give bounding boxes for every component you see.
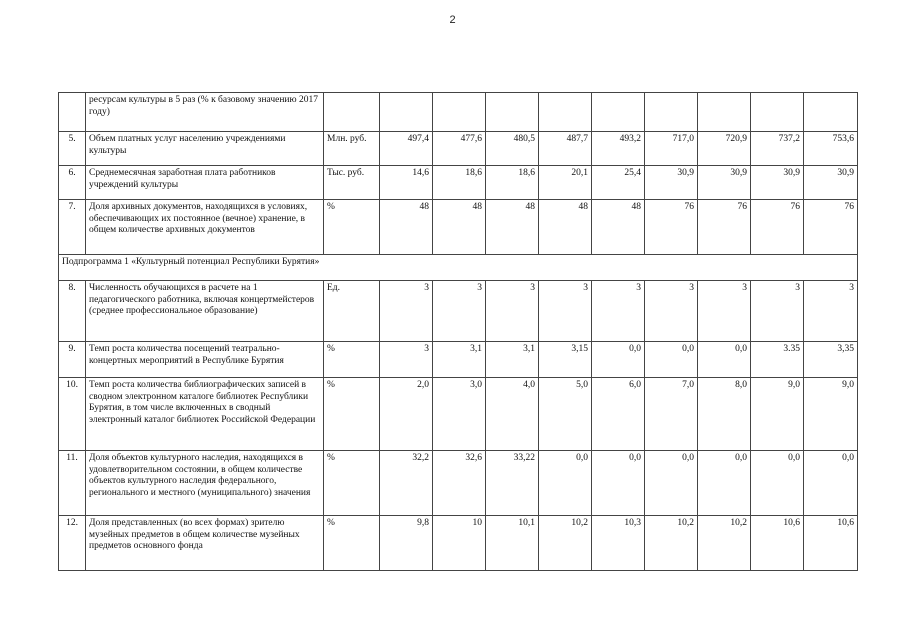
value-cell: 3 [751, 281, 804, 342]
value-cell: 9,0 [751, 378, 804, 451]
unit-cell: Тыс. руб. [324, 166, 380, 200]
value-cell: 30,9 [804, 166, 858, 200]
value-cell: 48 [380, 200, 433, 255]
value-cell: 3.35 [751, 342, 804, 378]
value-cell: 18,6 [486, 166, 539, 200]
table-row [59, 93, 858, 132]
value-cell: 3,1 [486, 342, 539, 378]
indicator-name: Объем платных услуг населению учреждениями культуры [86, 132, 324, 166]
value-cell: 3 [698, 281, 751, 342]
table-row [59, 516, 858, 571]
value-cell: 20,1 [539, 166, 592, 200]
value-cell: 9,8 [380, 516, 433, 571]
subprogram-title: Подпрограмма 1 «Культурный потенциал Республики Бурятия» [59, 255, 858, 281]
value-cell: 3 [804, 281, 858, 342]
value-cell: 10,2 [698, 516, 751, 571]
row-number: 12. [59, 516, 86, 571]
table-row [59, 166, 858, 200]
table-row [59, 378, 858, 451]
value-cell: 0,0 [698, 451, 751, 516]
value-cell: 48 [486, 200, 539, 255]
unit-cell: % [324, 516, 380, 571]
value-cell: 2,0 [380, 378, 433, 451]
value-cell: 10 [433, 516, 486, 571]
table-row [59, 200, 858, 255]
row-number: 5. [59, 132, 86, 166]
indicator-name: Численность обучающихся в расчете на 1 педагогического работника, включая концертмейстеров (среднее профессиональное образование) [86, 281, 324, 342]
value-cell: 3 [433, 281, 486, 342]
value-cell: 0,0 [592, 451, 645, 516]
value-cell: 0,0 [645, 451, 698, 516]
value-cell: 9,0 [804, 378, 858, 451]
value-cell: 10,3 [592, 516, 645, 571]
table-row [59, 132, 858, 166]
value-cell: 480,5 [486, 132, 539, 166]
value-cell: 3 [380, 342, 433, 378]
value-cell: 14,6 [380, 166, 433, 200]
value-cell: 477,6 [433, 132, 486, 166]
unit-cell [324, 93, 380, 132]
value-cell: 7,0 [645, 378, 698, 451]
value-cell: 487,7 [539, 132, 592, 166]
value-cell: 3,1 [433, 342, 486, 378]
value-cell: 0,0 [804, 451, 858, 516]
value-cell: 497,4 [380, 132, 433, 166]
indicator-name: Среднемесячная заработная плата работников учреждений культуры [86, 166, 324, 200]
table-row [59, 451, 858, 516]
value-cell: 25,4 [592, 166, 645, 200]
value-cell: 3,0 [433, 378, 486, 451]
indicator-name: Темп роста количества посещений театрально-концертных мероприятий в Республике Бурятия [86, 342, 324, 378]
value-cell [645, 93, 698, 132]
row-number: 8. [59, 281, 86, 342]
value-cell: 0,0 [751, 451, 804, 516]
value-cell: 30,9 [751, 166, 804, 200]
value-cell: 717,0 [645, 132, 698, 166]
value-cell: 48 [433, 200, 486, 255]
value-cell: 10,6 [804, 516, 858, 571]
row-number: 7. [59, 200, 86, 255]
value-cell: 18,6 [433, 166, 486, 200]
table-row [59, 281, 858, 342]
unit-cell: Млн. руб. [324, 132, 380, 166]
row-number: 9. [59, 342, 86, 378]
indicator-name: Доля объектов культурного наследия, находящихся в удовлетворительном состоянии, в общем количестве объектов культурного наследия федерального, регионального и местного (муниципального) значения [86, 451, 324, 516]
value-cell: 0,0 [698, 342, 751, 378]
unit-cell: Ед. [324, 281, 380, 342]
value-cell: 32,6 [433, 451, 486, 516]
value-cell: 3 [380, 281, 433, 342]
value-cell: 0,0 [592, 342, 645, 378]
value-cell: 3 [486, 281, 539, 342]
indicator-name: Доля архивных документов, находящихся в условиях, обеспечивающих их постоянное (вечное) хранение, в общем количестве архивных документов [86, 200, 324, 255]
value-cell: 5,0 [539, 378, 592, 451]
value-cell: 3,15 [539, 342, 592, 378]
value-cell: 30,9 [698, 166, 751, 200]
value-cell: 737,2 [751, 132, 804, 166]
row-number: 6. [59, 166, 86, 200]
value-cell: 48 [539, 200, 592, 255]
value-cell [486, 93, 539, 132]
value-cell: 493,2 [592, 132, 645, 166]
value-cell [698, 93, 751, 132]
value-cell: 76 [804, 200, 858, 255]
value-cell [592, 93, 645, 132]
value-cell: 10,2 [539, 516, 592, 571]
value-cell [380, 93, 433, 132]
subprogram-header-row [59, 255, 858, 281]
value-cell: 0,0 [539, 451, 592, 516]
value-cell: 30,9 [645, 166, 698, 200]
unit-cell: % [324, 342, 380, 378]
indicator-name: ресурсам культуры в 5 раз (% к базовому значению 2017 году) [86, 93, 324, 132]
value-cell: 6,0 [592, 378, 645, 451]
indicators-table [58, 92, 858, 571]
value-cell: 10,6 [751, 516, 804, 571]
value-cell [539, 93, 592, 132]
page-number: 2 [449, 14, 456, 26]
table-row [59, 342, 858, 378]
value-cell: 8,0 [698, 378, 751, 451]
value-cell: 76 [645, 200, 698, 255]
row-number: 10. [59, 378, 86, 451]
indicator-name: Темп роста количества библиографических записей в сводном электронном каталоге библиотек Республики Бурятия, в том числе включенных в сводный электронный каталог библиотек Российской Федерации [86, 378, 324, 451]
table-body [59, 93, 858, 571]
value-cell: 3 [645, 281, 698, 342]
unit-cell: % [324, 378, 380, 451]
value-cell: 48 [592, 200, 645, 255]
value-cell: 4,0 [486, 378, 539, 451]
value-cell: 720,9 [698, 132, 751, 166]
value-cell: 76 [751, 200, 804, 255]
row-number: 11. [59, 451, 86, 516]
unit-cell: % [324, 451, 380, 516]
indicator-name: Доля представленных (во всех формах) зрителю музейных предметов в общем количестве музейных предметов основного фонда [86, 516, 324, 571]
value-cell [804, 93, 858, 132]
unit-cell: % [324, 200, 380, 255]
value-cell: 3 [592, 281, 645, 342]
value-cell: 753,6 [804, 132, 858, 166]
value-cell [751, 93, 804, 132]
value-cell: 10,2 [645, 516, 698, 571]
value-cell: 33,22 [486, 451, 539, 516]
value-cell: 3,35 [804, 342, 858, 378]
value-cell: 3 [539, 281, 592, 342]
value-cell [433, 93, 486, 132]
value-cell: 76 [698, 200, 751, 255]
value-cell: 0,0 [645, 342, 698, 378]
row-number [59, 93, 86, 132]
value-cell: 32,2 [380, 451, 433, 516]
value-cell: 10,1 [486, 516, 539, 571]
